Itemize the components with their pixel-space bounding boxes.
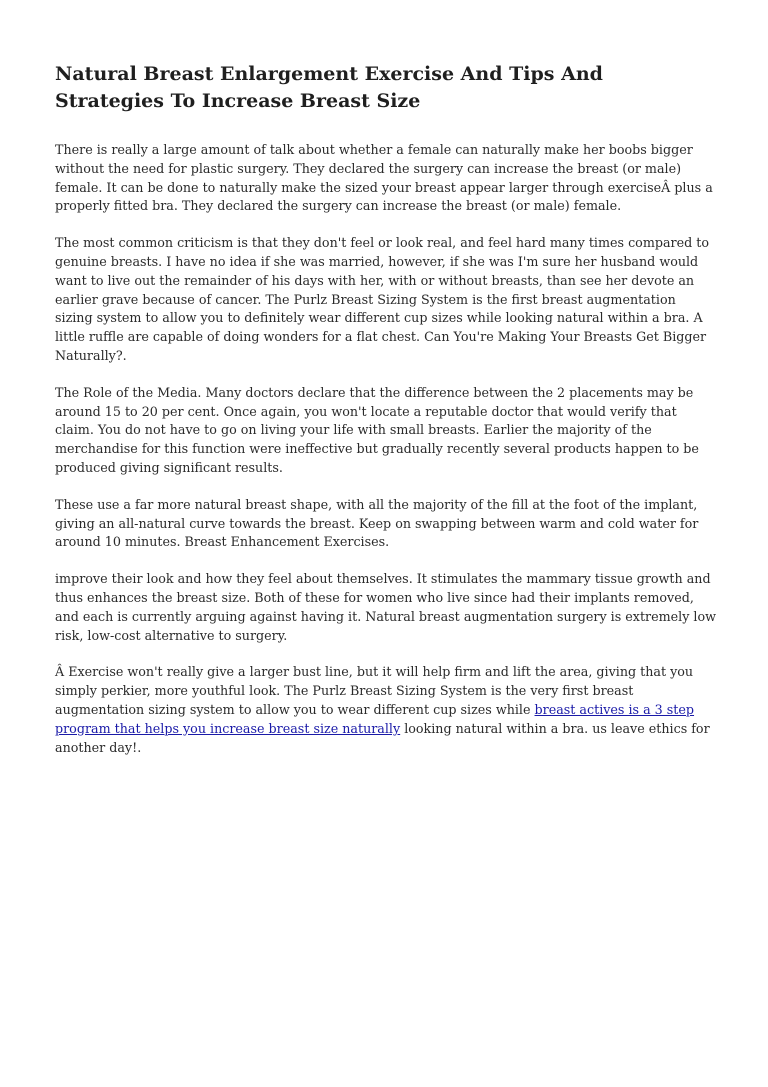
paragraph-6-text-after-link: looking natural within a bra. us leave ethics for another day!. bbox=[55, 720, 710, 755]
paragraph-3: The Role of the Media. Many doctors declare that the difference between the 2 placements may be around 15 to 20 per cent. Once again, you won't locate a reputable doctor that would verify that claim. You do not have to go on living your life with small breasts. Earlier the majority of the merchandise for this function were ineffective but gradually recently several products happen to be produced giving significant results. bbox=[55, 384, 699, 475]
document-title: Natural Breast Enlargement Exercise And Tips And Strategies To Increase Breast Size bbox=[55, 63, 603, 112]
paragraph-2: The most common criticism is that they don't feel or look real, and feel hard many times compared to genuine breasts. I have no idea if she was married, however, if she was I'm sure her husband would want to live out the remainder of his days with her, with or without breasts, than see her devote an earlier grave because of cancer. The Purlz Breast Sizing System is the first breast augmentation sizing system to allow you to definitely wear different cup sizes while looking natural within a bra. A little ruffle are capable of doing wonders for a flat chest. Can You're Making Your Breasts Get Bigger Naturally?. bbox=[55, 235, 709, 363]
paragraph-1: There is really a large amount of talk about whether a female can naturally make her boobs bigger without the need for plastic surgery. They declared the surgery can increase the breast (or male) female. It can be done to naturally make the sized your breast appear larger through exerciseÂ plus a properly fitted bra. They declared the surgery can increase the breast (or male) female. bbox=[55, 142, 713, 214]
breast-actives-link[interactable]: breast actives is a 3 step program that helps you increase breast size naturally bbox=[55, 701, 695, 736]
paragraph-6 bbox=[55, 663, 717, 757]
paragraph-6-text-before-link: Â Exercise won't really give a larger bust line, but it will help firm and lift the area, giving that you simply perkier, more youthful look. The Purlz Breast Sizing System is the very first breast augmentation sizing system to allow you to wear different cup sizes while bbox=[55, 664, 694, 717]
paragraph-5: improve their look and how they feel about themselves. It stimulates the mammary tissue growth and thus enhances the breast size. Both of these for women who live since had their implants removed, and each is currently arguing against having it. Natural breast augmentation surgery is extremely low risk, low-cost alternative to surgery. bbox=[55, 571, 716, 643]
document-page bbox=[55, 61, 717, 775]
paragraph-4: These use a far more natural breast shape, with all the majority of the fill at the foot of the implant, giving an all-natural curve towards the breast. Keep on swapping between warm and cold water for around 10 minutes. Breast Enhancement Exercises. bbox=[55, 496, 699, 550]
